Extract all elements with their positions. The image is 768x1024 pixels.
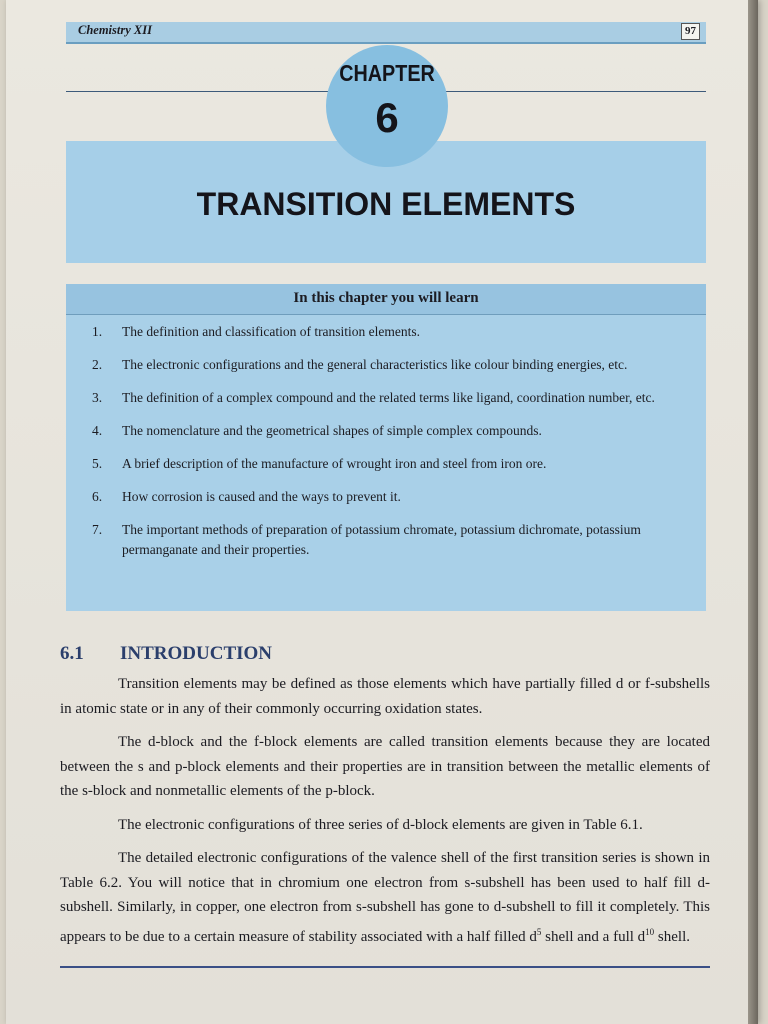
- book-title: Chemistry XII: [78, 23, 152, 37]
- paragraph: The electronic configurations of three series of d-block elements are given in Table 6.1.: [118, 816, 643, 833]
- running-header: [66, 22, 706, 44]
- textbook-page: [6, 0, 758, 1024]
- chapter-label: CHAPTER: [339, 60, 435, 86]
- section-number: 6.1: [60, 643, 84, 664]
- chapter-number: 6: [375, 94, 399, 141]
- list-item: 4. The nomenclature and the geometrical shapes of simple complex compounds.: [92, 423, 542, 438]
- learning-objectives-list: [66, 322, 706, 573]
- footer-rule: [60, 966, 710, 968]
- page-spine-edge: [748, 0, 758, 1024]
- section-title: INTRODUCTION: [120, 643, 273, 664]
- list-item: 1. The definition and classification of transition elements.: [92, 324, 421, 339]
- section-body: [60, 672, 710, 958]
- paragraph: The detailed electronic configurations of the valence shell of the first transition series is shown in Table 6.2. You will notice that in chromium one electron from s-subshell has been used to half fill d-subshell. Similarly, in copper, one electron from s-subshell has gone to d-subshell to fill it completely. This appears to be due to a certain measure of stability associated with a half filled $d^5$ shell and a full $d^{10}$ shell.: [60, 850, 710, 945]
- list-item: 2. The electronic configurations and the general characteristics like colour binding energies, etc.: [92, 357, 628, 372]
- list-item: 7. The important methods of preparation of potassium chromate, potassium dichromate, potassium permanganate and their properties.: [92, 522, 641, 557]
- learning-objectives-box: [66, 284, 706, 611]
- list-item: 3. The definition of a complex compound and the related terms like ligand, coordination number, etc.: [92, 390, 655, 405]
- page-number: 97: [681, 23, 700, 40]
- paragraph: The d-block and the f-block elements are called transition elements because they are located between the s and p-block elements and their properties are in transition between the metallic elements of the s-block and nonmetallic elements of the p-block.: [60, 734, 710, 799]
- paragraph: Transition elements may be defined as those elements which have partially filled d or f-subshells in atomic state or in any of their commonly occurring oxidation states.: [60, 676, 710, 717]
- learning-objectives-heading: In this chapter you will learn: [66, 284, 706, 315]
- chapter-title: TRANSITION ELEMENTS: [196, 186, 576, 222]
- list-item: 6. How corrosion is caused and the ways to prevent it.: [92, 489, 401, 504]
- section-heading: [60, 643, 272, 665]
- list-item: 5. A brief description of the manufacture of wrought iron and steel from iron ore.: [92, 456, 547, 471]
